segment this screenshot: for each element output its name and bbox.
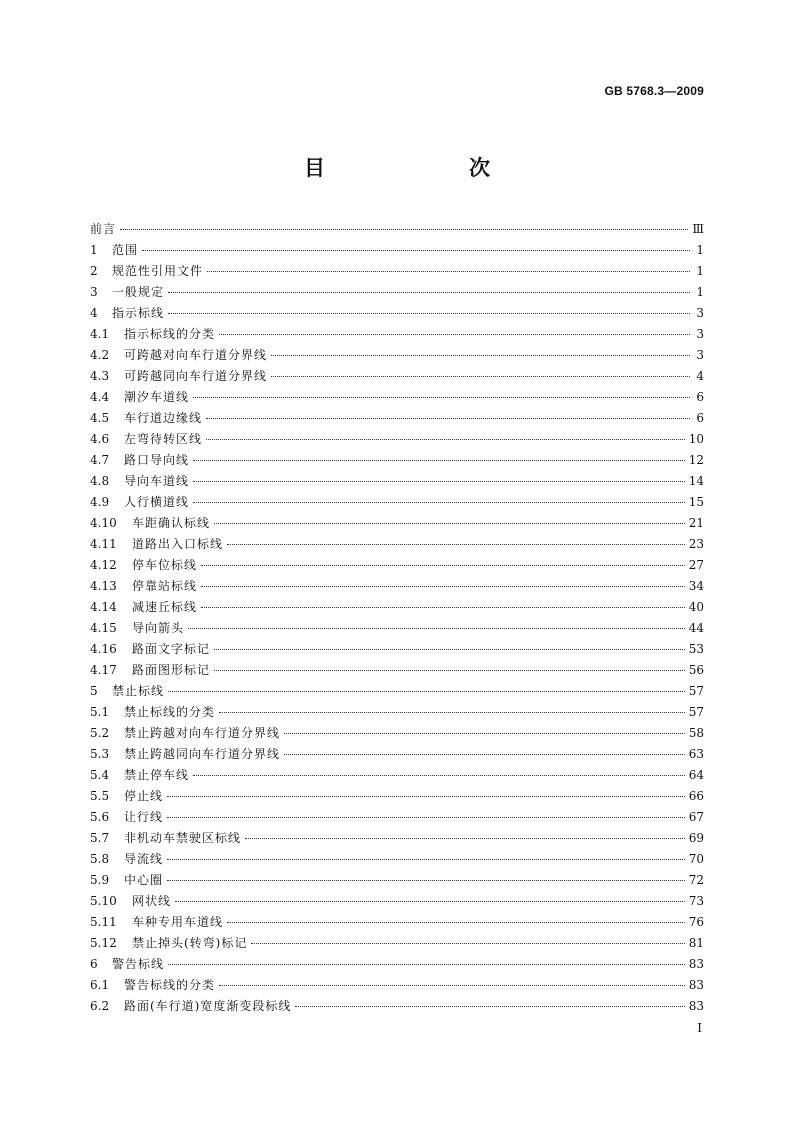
- toc-entry-number: 4.14: [90, 600, 117, 614]
- dot-leader: [201, 606, 685, 608]
- toc-entry[interactable]: [90, 534, 704, 555]
- dot-leader: [219, 333, 690, 335]
- toc-entry-page: 66: [688, 789, 704, 803]
- toc-entry-label: 人行横道线: [124, 495, 190, 509]
- toc-entry[interactable]: [90, 786, 704, 807]
- toc-entry-page: 3: [696, 348, 704, 362]
- toc-entry[interactable]: [90, 618, 704, 639]
- toc-entry-number: 5.6: [90, 810, 110, 824]
- toc-entry-number: 6: [90, 957, 98, 971]
- toc-entry[interactable]: [90, 996, 704, 1017]
- toc-entry-label: 左弯待转区线: [124, 432, 203, 446]
- toc-entry-label: 禁止标线的分类: [124, 705, 216, 719]
- toc-entry-page: 53: [688, 642, 704, 656]
- toc-entry-label: 减速丘标线: [132, 600, 198, 614]
- toc-entry-number: 5.3: [90, 747, 110, 761]
- toc-entry-number: 4.9: [90, 495, 110, 509]
- toc-entry-number: 4.4: [90, 390, 110, 404]
- toc-entry-page: 76: [688, 915, 704, 929]
- toc-entry-page: 27: [688, 558, 704, 572]
- dot-leader: [214, 669, 685, 671]
- toc-entry-page: 73: [688, 894, 704, 908]
- toc-entry-number: 4.16: [90, 642, 117, 656]
- toc-entry-page: 6: [696, 390, 704, 404]
- toc-entry-number: 5: [90, 684, 98, 698]
- toc-entry[interactable]: [90, 303, 704, 324]
- toc-entry-label: 指示标线: [112, 306, 165, 320]
- toc-entry-label: 可跨越同向车行道分界线: [124, 369, 268, 383]
- toc-entry-number: 5.10: [90, 894, 117, 908]
- toc-entry-page: 83: [688, 978, 704, 992]
- toc-entry-label: 车行道边缘线: [124, 411, 203, 425]
- toc-entry[interactable]: [90, 513, 704, 534]
- toc-entry-page: 3: [696, 327, 704, 341]
- toc-entry-label: 可跨越对向车行道分界线: [124, 348, 268, 362]
- toc-entry-label: 导向车道线: [124, 474, 190, 488]
- toc-entry-page: 81: [688, 936, 704, 950]
- toc-entry[interactable]: [90, 912, 704, 933]
- dot-leader: [219, 984, 685, 986]
- toc-entry[interactable]: [90, 219, 704, 240]
- toc-entry-page: 21: [688, 516, 704, 530]
- toc-entry-number: 4.5: [90, 411, 110, 425]
- toc-entry-page: 72: [688, 873, 704, 887]
- dot-leader: [167, 816, 685, 818]
- toc-entry[interactable]: [90, 765, 704, 786]
- toc-entry-page: 23: [688, 537, 704, 551]
- toc-entry[interactable]: [90, 408, 704, 429]
- toc-entry[interactable]: [90, 597, 704, 618]
- toc-entry-label: 范围: [112, 243, 139, 257]
- dot-leader: [284, 732, 685, 734]
- toc-entry-number: 2: [90, 264, 98, 278]
- toc-entry-number: 1: [90, 243, 98, 257]
- toc-entry-page: 1: [696, 243, 704, 257]
- toc-entry-number: 3: [90, 285, 98, 299]
- toc-entry[interactable]: [90, 429, 704, 450]
- toc-entry-page: 83: [688, 957, 704, 971]
- toc-entry[interactable]: [90, 450, 704, 471]
- toc-entry[interactable]: [90, 744, 704, 765]
- toc-entry-page: 57: [688, 705, 704, 719]
- toc-entry[interactable]: [90, 723, 704, 744]
- toc-entry-number: 6.2: [90, 999, 110, 1013]
- toc-entry[interactable]: [90, 660, 704, 681]
- toc-entry-number: 4.13: [90, 579, 117, 593]
- toc-entry-page: 83: [688, 999, 704, 1013]
- toc-entry-label: 车种专用车道线: [132, 915, 224, 929]
- toc-entry-number: 4.3: [90, 369, 110, 383]
- dot-leader: [167, 879, 685, 881]
- toc-entry-label: 一般规定: [112, 285, 165, 299]
- toc-entry-number: 5.1: [90, 705, 110, 719]
- toc-entry-label: 路面(车行道)宽度渐变段标线: [124, 999, 292, 1013]
- toc-entry-number: 4.17: [90, 663, 117, 677]
- toc-entry-page: 4: [696, 369, 704, 383]
- toc-entry[interactable]: [90, 240, 704, 261]
- dot-leader: [193, 480, 685, 482]
- toc-entry-label: 警告标线的分类: [124, 978, 216, 992]
- dot-leader: [193, 774, 685, 776]
- toc-entry-page: 64: [688, 768, 704, 782]
- toc-entry-label: 网状线: [132, 894, 172, 908]
- dot-leader: [206, 438, 685, 440]
- dot-leader: [193, 459, 685, 461]
- toc-entry-page: 1: [696, 264, 704, 278]
- toc-entry-number: 5.5: [90, 789, 110, 803]
- toc-entry-page: 70: [688, 852, 704, 866]
- toc-entry-number: 4.10: [90, 516, 117, 530]
- toc-entry-label: 车距确认标线: [132, 516, 211, 530]
- toc-entry[interactable]: [90, 891, 704, 912]
- toc-entry-label: 导向箭头: [132, 621, 185, 635]
- toc-entry-number: 4.1: [90, 327, 110, 341]
- dot-leader: [227, 921, 685, 923]
- toc-entry-label: 路口导向线: [124, 453, 190, 467]
- dot-leader: [295, 1005, 684, 1007]
- dot-leader: [167, 795, 685, 797]
- dot-leader: [245, 837, 685, 839]
- toc-entry[interactable]: [90, 282, 704, 303]
- dot-leader: [284, 753, 685, 755]
- toc-entry-page: 34: [688, 579, 704, 593]
- toc-entry-page: 56: [688, 663, 704, 677]
- dot-leader: [193, 396, 690, 398]
- toc-entry-page: 12: [688, 453, 704, 467]
- toc-entry[interactable]: [90, 492, 704, 513]
- dot-leader: [214, 648, 685, 650]
- toc-entry[interactable]: [90, 261, 704, 282]
- dot-leader: [188, 627, 685, 629]
- toc-entry[interactable]: [90, 639, 704, 660]
- toc-entry[interactable]: [90, 933, 704, 954]
- toc-entry-number: 5.4: [90, 768, 110, 782]
- toc-entry-page: 58: [688, 726, 704, 740]
- toc-entry-page: 57: [688, 684, 704, 698]
- dot-leader: [168, 690, 685, 692]
- toc-entry-label: 导流线: [124, 852, 164, 866]
- page-title: 目 次: [304, 156, 524, 180]
- dot-leader: [201, 585, 685, 587]
- toc-entry-number: 5.7: [90, 831, 110, 845]
- dot-leader: [201, 564, 685, 566]
- toc-entry-label: 规范性引用文件: [112, 264, 204, 278]
- toc-entry-label: 警告标线: [112, 957, 165, 971]
- toc-entry-label: 停车位标线: [132, 558, 198, 572]
- toc-entry[interactable]: [90, 555, 704, 576]
- toc-entry[interactable]: [90, 870, 704, 891]
- toc-entry-label: 禁止标线: [112, 684, 165, 698]
- dot-leader: [219, 711, 685, 713]
- toc-entry[interactable]: [90, 849, 704, 870]
- toc-entry-label: 潮汐车道线: [124, 390, 190, 404]
- toc-entry-label: 禁止掉头(转弯)标记: [132, 936, 248, 950]
- toc-entry-number: 4.11: [90, 537, 117, 551]
- toc-entry-number: 5.9: [90, 873, 110, 887]
- dot-leader: [142, 249, 690, 251]
- toc-entry-number: 5.12: [90, 936, 117, 950]
- toc-entry-page: 10: [688, 432, 704, 446]
- toc-entry[interactable]: [90, 471, 704, 492]
- toc-entry-label: 禁止跨越对向车行道分界线: [124, 726, 281, 740]
- toc-entry-page: 15: [688, 495, 704, 509]
- toc-entry-label: 禁止跨越同向车行道分界线: [124, 747, 281, 761]
- toc-entry[interactable]: [90, 345, 704, 366]
- toc-entry-page: 1: [696, 285, 704, 299]
- dot-leader: [168, 291, 690, 293]
- toc-entry-label: 中心圈: [124, 873, 164, 887]
- toc-entry-page: 3: [696, 306, 704, 320]
- dot-leader: [120, 228, 688, 230]
- toc-entry-number: 5.8: [90, 852, 110, 866]
- toc-entry-number: 4.8: [90, 474, 110, 488]
- toc-entry-number: 4.2: [90, 348, 110, 362]
- toc-entry-page: 6: [696, 411, 704, 425]
- toc-entry-number: 4.6: [90, 432, 110, 446]
- dot-leader: [271, 354, 690, 356]
- toc-entry[interactable]: [90, 702, 704, 723]
- toc-entry[interactable]: [90, 975, 704, 996]
- toc-entry[interactable]: [90, 366, 704, 387]
- toc-entry[interactable]: [90, 681, 704, 702]
- toc-entry-number: 4: [90, 306, 98, 320]
- toc-entry[interactable]: [90, 387, 704, 408]
- standard-number: GB 5768.3—2009: [604, 84, 704, 98]
- toc-entry-number: 5.11: [90, 915, 117, 929]
- toc-entry-page: 44: [688, 621, 704, 635]
- toc-entry-page: 40: [688, 600, 704, 614]
- dot-leader: [193, 501, 685, 503]
- toc-entry-page: 69: [688, 831, 704, 845]
- toc-entry-label: 禁止停车线: [124, 768, 190, 782]
- toc-entry-page: 67: [688, 810, 704, 824]
- toc-entry-number: 5.2: [90, 726, 110, 740]
- toc-entry-label: 指示标线的分类: [124, 327, 216, 341]
- toc-entry-label: 路面文字标记: [132, 642, 211, 656]
- toc-entry-label: 道路出入口标线: [132, 537, 224, 551]
- dot-leader: [175, 900, 685, 902]
- toc-entry[interactable]: [90, 576, 704, 597]
- toc-entry-label: 让行线: [124, 810, 164, 824]
- toc-entry-label: 前言: [90, 222, 117, 236]
- toc-entry[interactable]: [90, 807, 704, 828]
- dot-leader: [168, 312, 690, 314]
- dot-leader: [206, 417, 690, 419]
- toc-entry-number: 4.15: [90, 621, 117, 635]
- toc-entry-page: 63: [688, 747, 704, 761]
- toc-entry-page: 14: [688, 474, 704, 488]
- toc-entry[interactable]: [90, 324, 704, 345]
- dot-leader: [271, 375, 690, 377]
- toc-entry[interactable]: [90, 828, 704, 849]
- toc-entry-label: 路面图形标记: [132, 663, 211, 677]
- toc-entry-label: 非机动车禁驶区标线: [124, 831, 242, 845]
- dot-leader: [167, 858, 685, 860]
- toc-entry-label: 停止线: [124, 789, 164, 803]
- toc-entry-label: 停靠站标线: [132, 579, 198, 593]
- toc-entry-page: Ⅲ: [692, 222, 704, 236]
- toc-entry-number: 6.1: [90, 978, 110, 992]
- dot-leader: [227, 543, 685, 545]
- dot-leader: [251, 942, 684, 944]
- toc-entry[interactable]: [90, 954, 704, 975]
- table-of-contents: [90, 219, 704, 1017]
- dot-leader: [214, 522, 685, 524]
- toc-entry-number: 4.7: [90, 453, 110, 467]
- toc-entry-number: 4.12: [90, 558, 117, 572]
- page-number: I: [697, 1021, 702, 1035]
- dot-leader: [168, 963, 685, 965]
- dot-leader: [207, 270, 690, 272]
